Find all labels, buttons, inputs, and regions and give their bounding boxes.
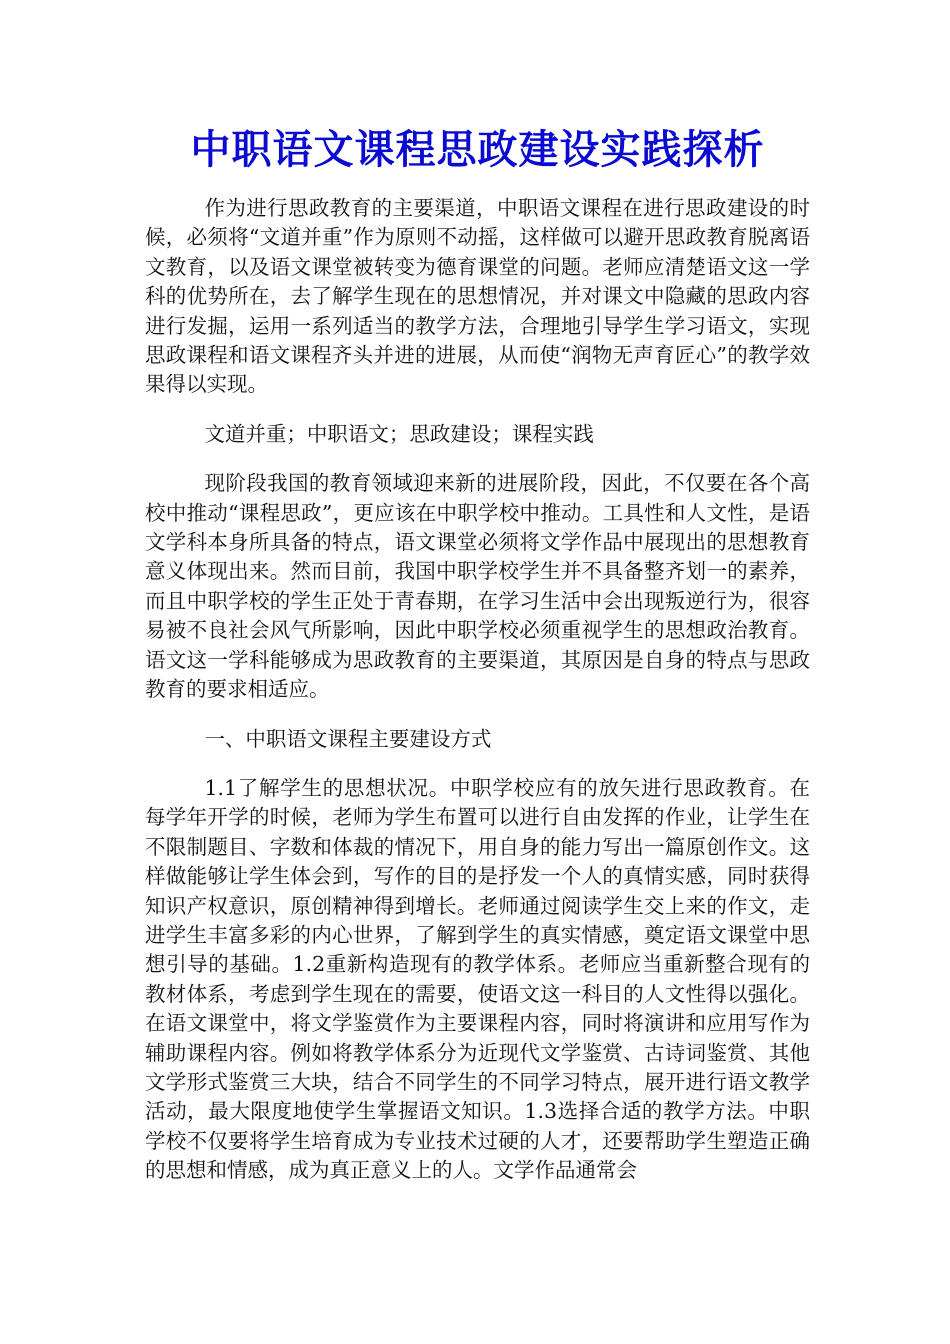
keywords-paragraph: 文道并重；中职语文；思政建设；课程实践 xyxy=(204,421,594,446)
body-paragraph: 1.1了解学生的思想状况。中职学校应有的放矢进行思政教育。在每学年开学的时候，老师为学生布置可以进行自由发挥的作业，让学生在不限制题目、字数和体裁的情况下，用自身的能力写出一篇原创作文。这样做能够让学生体会到，写作的目的是抒发一个人的真情实感，同时获得知识产权意识，原创精神得到增长。老师通过阅读学生交上来的作文，走进学生丰富多彩的内心世界，了解到学生的真实情感，奠定语文课堂中思想引导的基础。1.2重新构造现有的教学体系。老师应当重新整合现有的教材体系，考虑到学生现在的需要，使语文这一科目的人文性得以强化。在语文课堂中，将文学鉴赏作为主要课程内容，同时将演讲和应用写作为辅助课程内容。例如将教学体系分为近现代文学鉴赏、古诗词鉴赏、其他文学形式鉴赏三大块，结合不同学生的不同学习特点，展开进行语文教学活动，最大限度地使学生掌握语文知识。1.3选择合适的教学方法。中职学校不仅要将学生培育成为专业技术过硬的人才，还要帮助学生塑造正确的思想和情感，成为真正意义上的人。文学作品通常会 xyxy=(145,775,810,1183)
introduction-paragraph: 现阶段我国的教育领域迎来新的进展阶段，因此，不仅要在各个高校中推动“课程思政”，更应该在中职学校中推动。工具性和人文性，是语文学科本身所具备的特点，语文课堂必须将文学作品中展现出的思想教育意义体现出来。然而目前，我国中职学校学生并不具备整齐划一的素养，而且中职学校的学生正处于青春期，在学习生活中会出现叛逆行为，很容易被不良社会风气所影响，因此中职学校必须重视学生的思想政治教育。语文这一学科能够成为思政教育的主要渠道，其原因是自身的特点与思政教育的要求相适应。 xyxy=(145,471,810,702)
document-page xyxy=(145,120,810,1206)
document-title: 中职语文课程思政建设实践探析 xyxy=(190,126,765,173)
section-heading: 一、中职语文课程主要建设方式 xyxy=(204,726,492,751)
abstract-paragraph: 作为进行思政教育的主要渠道，中职语文课程在进行思政建设的时候，必须将“文道并重”作为原则不动摇，这样做可以避开思政教育脱离语文教育，以及语文课堂被转变为德育课堂的问题。老师应清楚语文这一学科的优势所在，去了解学生现在的思想情况，并对课文中隐藏的思政内容进行发掘，运用一系列适当的教学方法，合理地引导学生学习语文，实现思政课程和语文课程齐头并进的进展，从而使“润物无声育匠心”的教学效果得以实现。 xyxy=(145,196,810,397)
